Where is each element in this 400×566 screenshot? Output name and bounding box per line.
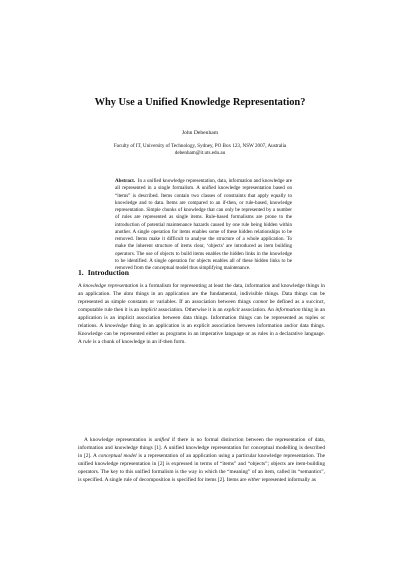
text-run: is a representation of an application using a particular knowledge representation. The unified knowledge representation in [2] is expressed in terms of “items” and “objects”; objects are item-building operators. The key to this unified formalism is the way in which the “meaning” of an item, called its “semantics”, is specified. A single rule of decomposition is specified for items [2]. Items are — [78, 453, 325, 484]
body-paragraph — [78, 282, 325, 346]
italic-term: implicit — [140, 307, 157, 314]
text-run: is a formalism for representing at least the data, information and knowledge things in an application. The — [78, 283, 325, 298]
section-title: Introduction — [87, 268, 129, 277]
author-affiliation — [0, 143, 400, 157]
text-run: A — [78, 283, 84, 289]
italic-term: knowledge — [104, 323, 128, 330]
text-run: represented informally as — [260, 477, 316, 484]
author-email: debenham@it.uts.edu.au — [174, 150, 226, 157]
italic-term: conceptual model — [98, 453, 137, 460]
affiliation-line: Faculty of IT, University of Technology, Sydney, PO Box 123, NSW 2007, Australia — [113, 143, 287, 149]
text-run: association. Otherwise it is an — [156, 307, 224, 314]
italic-term: cannot — [253, 299, 268, 306]
text-run: is a chunk of knowledge in an if-then form. — [91, 339, 186, 346]
text-run: be defined as a succinct, computable rule then it is an — [78, 299, 326, 314]
italic-term: unified — [154, 437, 170, 443]
italic-term: data — [123, 291, 134, 298]
abstract — [115, 178, 292, 272]
author-name: John Debenham — [181, 130, 219, 136]
text-run: association. An — [239, 307, 276, 314]
italic-term: information — [275, 307, 301, 314]
text-run: A knowledge representation is — [84, 437, 155, 443]
italic-term: knowledge representation — [83, 283, 139, 289]
italic-term: either — [247, 477, 261, 484]
text-run: if there is no formal distinction between the representation of data, information and knowledge things [1]. A unified knowledge representation for conceptual modelling is described in [2]. A — [78, 437, 326, 460]
abstract-text: In a unified knowledge representation, data, information and knowledge are all represented in a single formalism. A unified knowledge representation based on “items” is described. Items contain two classes of constraints that apply equally to knowledge and to data. Items are compared to an if-then, or rule-based, knowledge representation. Simple chunks of knowledge that can only be represented by a number of rules are represented as single items. Rule-based formalisms are prone to the introduction of potential maintenance hazards caused by one rule being hidden within another. A single operation for items enables some of these hidden relationships to be removed. Items make it difficult to analyse the structure of a whole application. To make the inherent structure of items clear, ‘objects’ are introduced as item building operators. The use of objects to build items enables the hidden links in the knowledge to be identified. A single operation for objects enables all of these hidden links to be removed from the conceptual model thus simplifying maintenance. — [115, 178, 292, 271]
section-heading — [78, 268, 129, 277]
text-run: things in an application are the fundamental, indivisible things. Data things can be represented as simple constants or variables. If an association between things — [78, 291, 325, 306]
body-paragraph — [78, 436, 325, 484]
text-run: thing in an application is an implicit association between data things. Information things can be represented as tuples or relations. A — [78, 307, 326, 330]
italic-term: explicit — [224, 307, 240, 314]
abstract-label: Abstract. — [115, 178, 136, 184]
section-number: 1. — [78, 268, 84, 277]
italic-term: rule — [82, 339, 92, 346]
paper-title: Why Use a Unified Knowledge Representation? — [94, 97, 306, 108]
text-run: thing in an application is an explicit association between information and/or data things. Knowledge can be represented either as programs in an imperative language or as rules in a declarative language. A — [78, 323, 325, 346]
